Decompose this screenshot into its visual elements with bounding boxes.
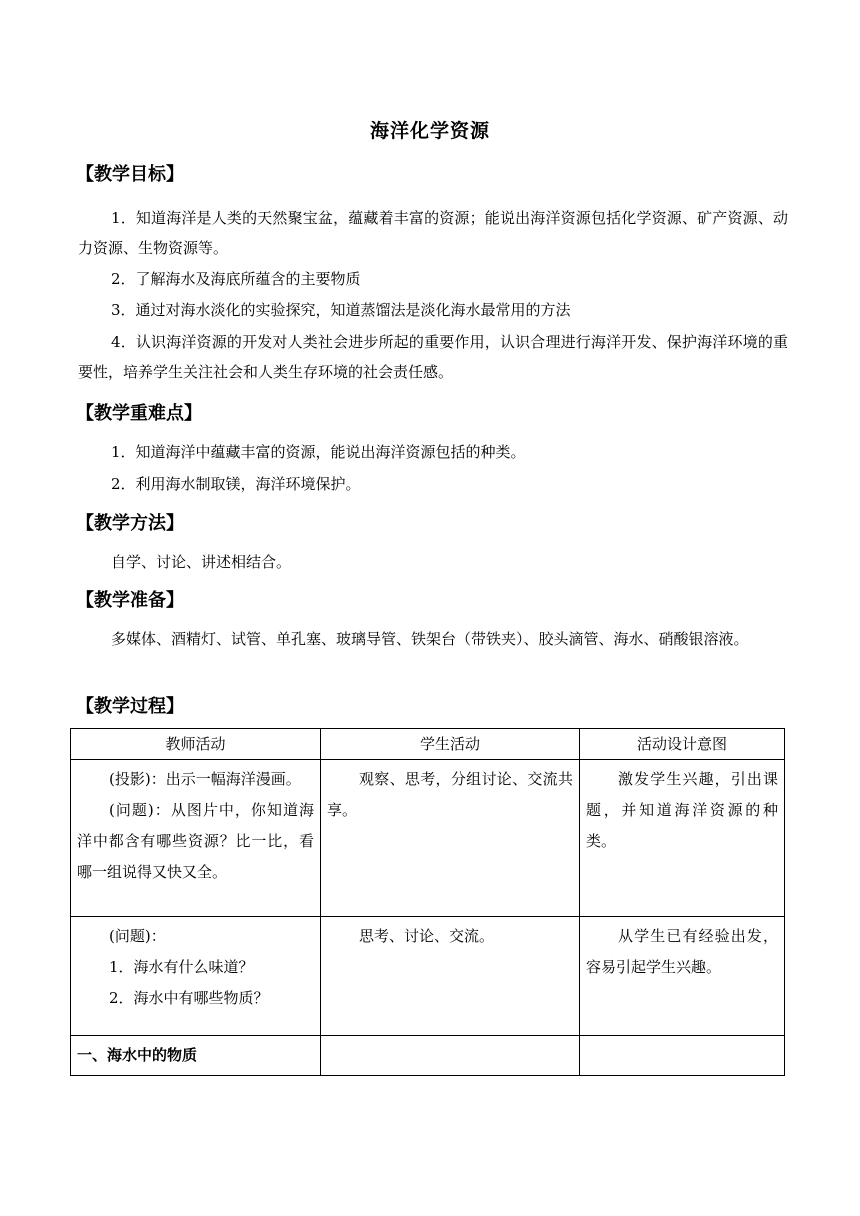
design-intent-cell (580, 917, 785, 1036)
table-section-row (71, 1036, 785, 1076)
objective-item-4: 4．认识海洋资源的开发对人类社会进步所起的重要作用，认识合理进行海洋开发、保护海洋环境的重要性，培养学生关注社会和人类生存环境的社会责任感。 (78, 333, 788, 381)
design-intent-cell (580, 760, 785, 917)
table-row (71, 760, 785, 917)
student-activity-cell (321, 917, 580, 1036)
objective-item-2: 2．了解海水及海底所蕴含的主要物质 (111, 270, 361, 288)
teacher-activity-cell (71, 760, 321, 917)
table-header-row (71, 729, 785, 760)
objective-item-3: 3．通过对海水淡化的实验探究，知道蒸馏法是淡化海水最常用的方法 (111, 301, 571, 319)
teacher-activity-line: (问题)：从图片中，你知道海洋中都含有哪些资源？比一比，看哪一组说得又快又全。 (77, 801, 314, 881)
teacher-activity-line: (问题)： (109, 927, 166, 945)
student-activity-cell (321, 760, 580, 917)
empty-cell (580, 1036, 785, 1076)
key-point-item-2: 2．利用海水制取镁，海洋环境保护。 (111, 475, 361, 493)
column-header-student: 学生活动 (321, 729, 580, 760)
preparation-heading: 【教学准备】 (76, 590, 184, 611)
teacher-activity-line: 2．海水中有哪些物质？ (109, 989, 269, 1007)
empty-cell (321, 1036, 580, 1076)
key-points-heading: 【教学重难点】 (76, 403, 202, 424)
objective-item-1: 1．知道海洋是人类的天然聚宝盆，蕴藏着丰富的资源；能说出海洋资源包括化学资源、矿产资源、动力资源、生物资源等。 (78, 209, 788, 257)
process-heading: 【教学过程】 (76, 696, 184, 717)
key-point-item-1: 1．知道海洋中蕴藏丰富的资源，能说出海洋资源包括的种类。 (111, 443, 526, 461)
teacher-activity-line: (投影)：出示一幅海洋漫画。 (109, 770, 301, 788)
preparation-text: 多媒体、酒精灯、试管、单孔塞、玻璃导管、铁架台（带铁夹）、胶头滴管、海水、硝酸银溶液。 (111, 630, 749, 648)
design-intent-text: 激发学生兴趣，引出课题，并知道海洋资源的种类。 (586, 770, 778, 850)
teacher-activity-cell (71, 917, 321, 1036)
objectives-heading: 【教学目标】 (76, 164, 184, 185)
methods-text: 自学、讨论、讲述相结合。 (111, 553, 292, 571)
student-activity-text: 思考、讨论、交流。 (359, 927, 495, 945)
methods-heading: 【教学方法】 (76, 513, 184, 534)
column-header-intent: 活动设计意图 (580, 729, 785, 760)
table-row (71, 917, 785, 1036)
design-intent-text: 从学生已有经验出发，容易引起学生兴趣。 (586, 927, 778, 976)
section-title-cell: 一、海水中的物质 (71, 1036, 321, 1076)
teacher-activity-line: 1．海水有什么味道？ (109, 958, 254, 976)
column-header-teacher: 教师活动 (71, 729, 321, 760)
page-title: 海洋化学资源 (369, 120, 490, 142)
student-activity-text: 观察、思考，分组讨论、交流共享。 (327, 770, 573, 819)
process-table (70, 728, 785, 1076)
